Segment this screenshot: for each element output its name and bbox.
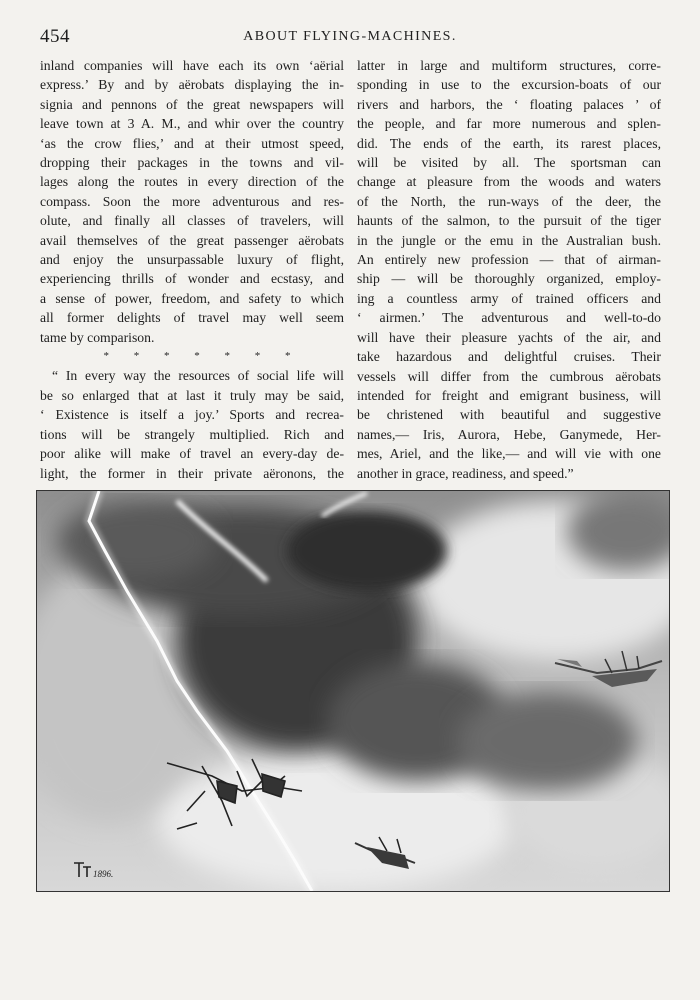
- text-line: sponding in use to the excursion-boats of our: [357, 77, 661, 93]
- text-line: inland companies will have each its own ‘aërial: [40, 58, 344, 73]
- text-line: ‘ airmen.’ The adventurous and well-to-do: [357, 310, 661, 326]
- text-line: signia and pennons of the great newspapers will: [40, 96, 344, 112]
- text-line: another in grace, readiness, and speed.”: [357, 465, 574, 481]
- paragraph: [40, 366, 344, 482]
- paragraph: [40, 56, 344, 347]
- text-line: poor alike will make of travel an every-day de-: [40, 446, 344, 462]
- text-line: latter in large and multiform structures, corre-: [357, 58, 661, 73]
- text-line: ing a countless army of trained officers and: [357, 290, 661, 306]
- section-separator: * * * * * * *: [103, 350, 291, 363]
- text-line: light, the former in their private aëronons, the: [40, 465, 344, 481]
- text-line: intended for freight and emigrant business, will: [357, 387, 661, 403]
- text-line: “ In every way the resources of social life will: [52, 368, 344, 384]
- left-column: [40, 56, 344, 483]
- storm-sky-picture: [37, 491, 669, 891]
- text-line: dropping their packages in the towns and vil-: [40, 155, 344, 171]
- text-line: will have their pleasure yachts of the air, and: [357, 329, 661, 345]
- text-line: lages along the routes in every direction of the: [40, 174, 344, 190]
- text-line: the people, and far more numerous and splen-: [357, 116, 661, 132]
- text-line: tions will be strangely multiplied. Rich and: [40, 426, 344, 442]
- text-line: haunts of the salmon, to the pursuit of the tiger: [357, 213, 661, 229]
- running-head: ABOUT FLYING-MACHINES.: [243, 29, 457, 44]
- text-line: An entirely new profession — that of airman-: [357, 252, 661, 268]
- text-line: did. The ends of the earth, its rarest places,: [357, 135, 661, 151]
- text-line: leave town at 3 A. M., and whir over the country: [40, 116, 344, 132]
- text-line: names,— Iris, Aurora, Hebe, Ganymede, Her-: [357, 426, 661, 442]
- text-line: tame by comparison.: [40, 329, 155, 345]
- text-line: ‘as the crow flies,’ and at their utmost speed,: [40, 135, 344, 151]
- text-line: experiencing thrills of wonder and ecstasy, and: [40, 271, 344, 287]
- text-line: will be visited by all. The sportsman can: [357, 155, 661, 171]
- text-line: in the jungle or the emu in the Australian bush.: [357, 232, 661, 248]
- text-line: be so enlarged that at last it truly may be said,: [40, 387, 344, 403]
- right-column: [357, 56, 661, 483]
- text-line: a sense of power, freedom, and safety to which: [40, 290, 344, 306]
- text-line: vessels will differ from the cumbrous aërobats: [357, 368, 661, 384]
- text-line: of the North, the run-ways of the deer, the: [357, 193, 661, 209]
- text-line: ‘ Existence is itself a joy.’ Sports and recrea-: [40, 407, 344, 423]
- text-line: compass. Soon the more adventurous and res-: [40, 193, 344, 209]
- text-line: be christened with beautiful and suggestive: [357, 407, 661, 423]
- text-line: express.’ By and by aërobats displaying the in-: [40, 77, 344, 93]
- storm-illustration: [36, 490, 670, 892]
- page-number: 454: [40, 26, 70, 47]
- text-line: olute, and finally all classes of travelers, will: [40, 213, 344, 229]
- text-line: avail themselves of the great passenger aërobats: [40, 232, 344, 248]
- text-line: change at pleasure from the woods and waters: [357, 174, 661, 190]
- artist-signature-date: 1896.: [93, 869, 114, 879]
- text-line: take hazardous and delightful cruises. Their: [357, 349, 661, 365]
- text-line: ship — will be thoroughly organized, employ-: [357, 271, 661, 287]
- text-line: mes, Ariel, and the like,— and will vie with one: [357, 446, 661, 462]
- text-line: all former delights of travel may well seem: [40, 310, 344, 326]
- text-line: and enjoy the unsurpassable luxury of flight,: [40, 252, 344, 268]
- text-line: rivers and harbors, the ‘ floating palaces ’ of: [357, 96, 661, 112]
